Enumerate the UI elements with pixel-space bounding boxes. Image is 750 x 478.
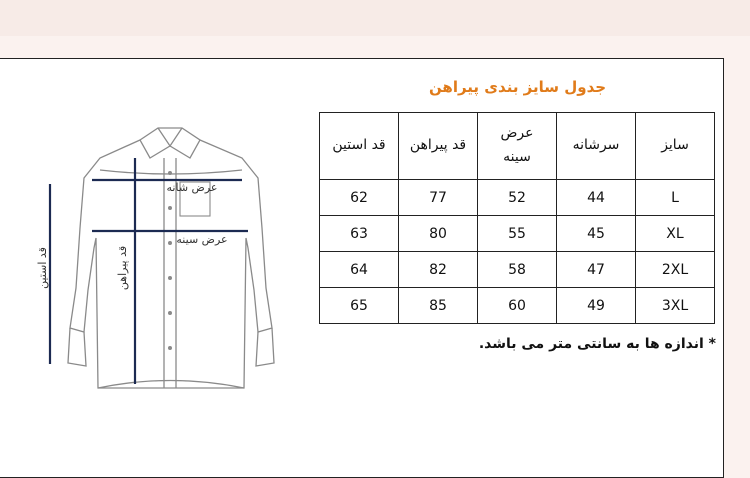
cell-chest: 58 xyxy=(478,252,557,288)
units-note: * اندازه ها به سانتی متر می باشد. xyxy=(478,336,716,352)
table-row xyxy=(320,252,715,288)
cell-chest: 55 xyxy=(478,216,557,252)
cell-shoulder: 44 xyxy=(557,180,636,216)
measurement-lines-icon xyxy=(50,158,248,384)
cell-sleeve-length: 65 xyxy=(320,288,399,324)
table-row xyxy=(320,216,715,252)
cell-shoulder: 45 xyxy=(557,216,636,252)
table-row xyxy=(320,288,715,324)
cell-size: 3XL xyxy=(636,288,715,324)
cell-shoulder: 47 xyxy=(557,252,636,288)
shoulder-label: عرض شانه xyxy=(166,181,218,194)
cell-sleeve-length: 64 xyxy=(320,252,399,288)
cell-chest: 52 xyxy=(478,180,557,216)
chest-label: عرض سینه xyxy=(176,233,228,246)
cell-size: L xyxy=(636,180,715,216)
page-title: جدول سایز بندی پیراهن xyxy=(428,78,607,96)
cell-shirt-length: 82 xyxy=(399,252,478,288)
header-size: سایز xyxy=(636,113,715,180)
cell-shirt-length: 80 xyxy=(399,216,478,252)
shirt-length-label: قد پیراهن xyxy=(116,245,129,291)
cell-sleeve-length: 62 xyxy=(320,180,399,216)
sleeve-length-label: قد استین xyxy=(36,247,49,289)
top-band xyxy=(0,0,750,36)
cell-shirt-length: 77 xyxy=(399,180,478,216)
cell-shoulder: 49 xyxy=(557,288,636,324)
cell-size: 2XL xyxy=(636,252,715,288)
cell-chest: 60 xyxy=(478,288,557,324)
header-shirt-length: قد پیراهن xyxy=(399,113,478,180)
size-table xyxy=(319,112,715,324)
header-sleeve-length: قد استین xyxy=(320,113,399,180)
shirt-diagram xyxy=(36,118,310,408)
table-row xyxy=(320,180,715,216)
header-shoulder: سرشانه xyxy=(557,113,636,180)
cell-size: XL xyxy=(636,216,715,252)
buttons-icon xyxy=(168,171,172,350)
cell-sleeve-length: 63 xyxy=(320,216,399,252)
header-chest: عرض سینه xyxy=(478,113,557,180)
table-header-row xyxy=(320,113,715,180)
cell-shirt-length: 85 xyxy=(399,288,478,324)
